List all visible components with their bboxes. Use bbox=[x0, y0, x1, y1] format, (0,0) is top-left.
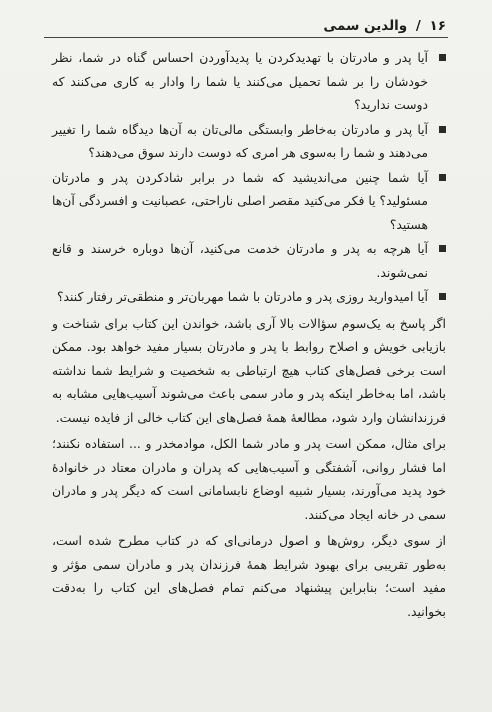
list-item-text: آیا پدر و مادرتان به‌خاطر وابستگی مالی‌تان به آن‌ها دیدگاه شما را تغییر می‌دهند و شما را به‌سوی هر امری که دوست دارند سوق می‌دهند؟ bbox=[52, 121, 428, 160]
list-item bbox=[52, 237, 446, 284]
header-rule bbox=[44, 37, 448, 38]
page-body bbox=[52, 46, 446, 626]
header-separator: / bbox=[415, 18, 421, 34]
square-bullet-icon bbox=[439, 126, 446, 133]
question-list bbox=[52, 46, 446, 309]
body-paragraph: برای مثال، ممکن است پدر و مادر شما الکل، موادمخدر و ... استفاده نکنند؛ اما فشار روانی، آشفتگی و آسیب‌هایی که پدران و مادران معتاد در خانوادهٔ خود پدید می‌آورند، بسیار شبیه اوضاع نابسامانی است که دیگر پدر و مادران سمی در خانه ایجاد می‌کنند. bbox=[52, 436, 446, 522]
square-bullet-icon bbox=[439, 293, 446, 300]
page-number: ۱۶ bbox=[429, 18, 446, 34]
square-bullet-icon bbox=[439, 174, 446, 181]
body-paragraph: اگر پاسخ به یک‌سوم سؤالات بالا آری باشد، خواندن این کتاب برای شناخت و بازیابی خویش و اصلاح روابط با پدر و مادرتان بسیار مفید خواهد بود. ممکن است برخی فصل‌های کتاب هیچ ارتباطی به شخصیت و شرایط شما نداشته باشد، اما به‌خاطر اینکه پدر و مادر سمی باعث می‌شوند آسیب‌هایی مشابه به فرزندانشان وارد شود، مطالعهٔ همهٔ فصل‌های این کتاب خالی از فایده نیست. bbox=[52, 315, 446, 425]
list-item bbox=[52, 166, 446, 237]
book-title: والدین سمی bbox=[323, 18, 408, 34]
list-item-text: آیا هرچه به پدر و مادرتان خدمت می‌کنید، آن‌ها دوباره خرسند و قانع نمی‌شوند. bbox=[52, 241, 428, 280]
list-item bbox=[52, 46, 446, 117]
list-item bbox=[52, 118, 446, 165]
body-paragraph: از سوی دیگر، روش‌ها و اصول درمانی‌ای که در کتاب مطرح شده است، به‌طور تقریبی برای بهبود شرایط همهٔ فرزندان پدر و مادران سمی مؤثر و مفید است؛ بنابراین پیشنهاد می‌کنم تمام فصل‌های این کتاب را به‌دقت بخوانید. bbox=[52, 533, 446, 619]
list-item-text: آیا امیدوارید روزی پدر و مادرتان با شما مهربان‌تر و منطقی‌تر رفتار کنند؟ bbox=[56, 289, 428, 304]
running-header bbox=[46, 16, 446, 36]
list-item-text: آیا پدر و مادرتان با تهدیدکردن یا پدیدآوردن احساس گناه در شما، نظر خودشان را بر شما تحمیل می‌کنند یا شما را وادار به کاری می‌کنند که دوست ندارید؟ bbox=[52, 50, 428, 112]
list-item bbox=[52, 285, 446, 309]
list-item-text: آیا شما چنین می‌اندیشید که شما در برابر شادکردن پدر و مادرتان مسئولید؟ یا فکر می‌کنید مقصر اصلی ناراحتی، عصبانیت و افسردگی آن‌ها هستید؟ bbox=[52, 169, 428, 232]
square-bullet-icon bbox=[439, 54, 446, 61]
square-bullet-icon bbox=[439, 245, 446, 252]
